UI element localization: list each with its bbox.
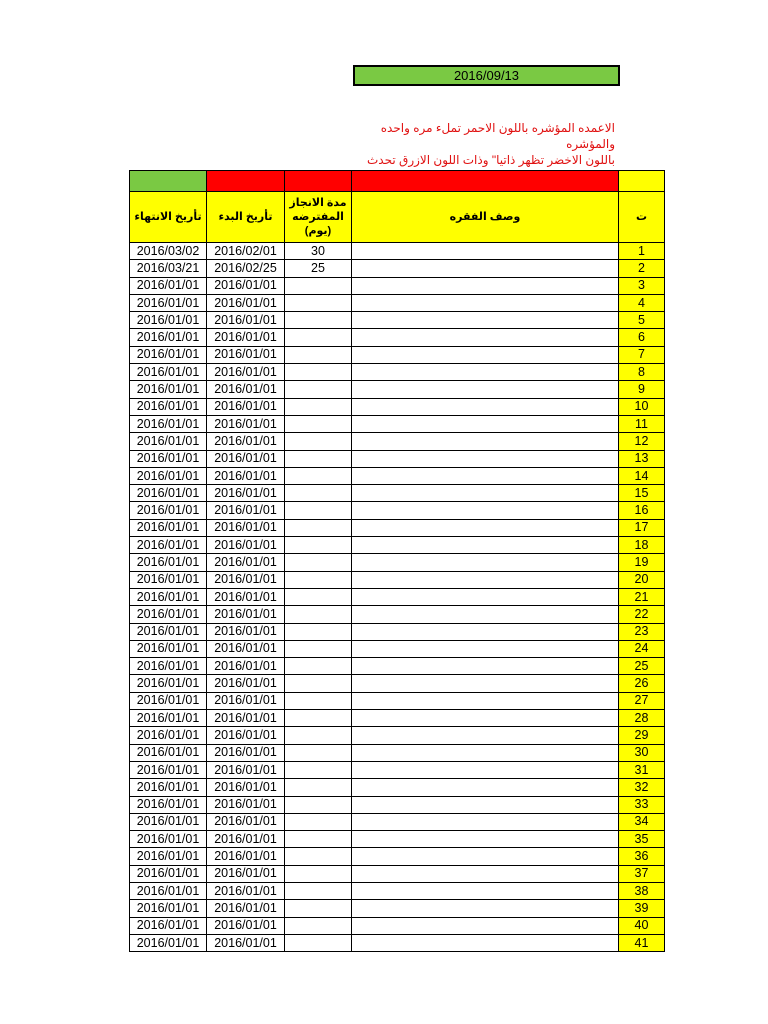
duration-cell[interactable] [285, 571, 352, 588]
row-number-cell[interactable]: 4 [619, 294, 665, 311]
table-row [130, 415, 665, 432]
description-cell[interactable] [352, 554, 619, 571]
start-date-cell[interactable]: 2016/01/01 [207, 398, 285, 415]
duration-cell[interactable] [285, 882, 352, 899]
row-number-cell[interactable]: 15 [619, 485, 665, 502]
row-number-cell[interactable]: 31 [619, 761, 665, 778]
end-date-cell[interactable]: 2016/01/01 [130, 485, 207, 502]
end-date-cell[interactable]: 2016/01/01 [130, 519, 207, 536]
row-number-cell[interactable]: 29 [619, 727, 665, 744]
row-number-cell[interactable]: 10 [619, 398, 665, 415]
duration-cell[interactable] [285, 588, 352, 605]
table-row [130, 571, 665, 588]
duration-cell[interactable] [285, 848, 352, 865]
row-number-cell[interactable]: 16 [619, 502, 665, 519]
end-date-cell[interactable]: 2016/01/01 [130, 779, 207, 796]
end-date-cell[interactable]: 2016/01/01 [130, 467, 207, 484]
color-key-red [285, 171, 352, 192]
end-date-cell[interactable]: 2016/01/01 [130, 934, 207, 951]
start-date-cell[interactable]: 2016/01/01 [207, 658, 285, 675]
start-date-cell[interactable]: 2016/01/01 [207, 554, 285, 571]
duration-cell[interactable] [285, 277, 352, 294]
start-date-cell[interactable]: 2016/01/01 [207, 450, 285, 467]
row-number-cell[interactable]: 32 [619, 779, 665, 796]
end-date-cell[interactable]: 2016/01/01 [130, 346, 207, 363]
duration-cell[interactable] [285, 554, 352, 571]
table-row [130, 640, 665, 657]
start-date-cell[interactable]: 2016/01/01 [207, 537, 285, 554]
color-key-row [130, 171, 665, 192]
start-date-cell[interactable]: 2016/01/01 [207, 813, 285, 830]
duration-cell[interactable] [285, 900, 352, 917]
start-date-cell[interactable]: 2016/01/01 [207, 312, 285, 329]
duration-cell[interactable] [285, 346, 352, 363]
start-date-cell[interactable]: 2016/01/01 [207, 467, 285, 484]
description-cell[interactable] [352, 831, 619, 848]
description-cell[interactable] [352, 761, 619, 778]
end-date-cell[interactable]: 2016/01/01 [130, 710, 207, 727]
duration-cell[interactable] [285, 415, 352, 432]
description-cell[interactable] [352, 346, 619, 363]
start-date-cell[interactable]: 2016/01/01 [207, 934, 285, 951]
start-date-cell[interactable]: 2016/01/01 [207, 588, 285, 605]
table-row [130, 364, 665, 381]
row-number-cell[interactable]: 14 [619, 467, 665, 484]
start-date-cell[interactable]: 2016/01/01 [207, 727, 285, 744]
table-row [130, 588, 665, 605]
end-date-cell[interactable]: 2016/01/01 [130, 900, 207, 917]
end-date-cell[interactable]: 2016/01/01 [130, 675, 207, 692]
description-cell[interactable] [352, 450, 619, 467]
table-row [130, 658, 665, 675]
table-row [130, 243, 665, 260]
description-cell[interactable] [352, 571, 619, 588]
duration-cell[interactable] [285, 364, 352, 381]
end-date-cell[interactable]: 2016/01/01 [130, 606, 207, 623]
row-number-cell[interactable]: 1 [619, 243, 665, 260]
duration-cell[interactable] [285, 779, 352, 796]
duration-cell[interactable] [285, 692, 352, 709]
start-date-cell[interactable]: 2016/01/01 [207, 761, 285, 778]
row-number-cell[interactable]: 7 [619, 346, 665, 363]
start-date-cell[interactable]: 2016/01/01 [207, 381, 285, 398]
table-row [130, 346, 665, 363]
row-number-cell[interactable]: 5 [619, 312, 665, 329]
description-cell[interactable] [352, 640, 619, 657]
row-number-cell[interactable]: 24 [619, 640, 665, 657]
row-number-cell[interactable]: 38 [619, 882, 665, 899]
duration-cell[interactable] [285, 658, 352, 675]
row-number-cell[interactable]: 17 [619, 519, 665, 536]
description-cell[interactable] [352, 433, 619, 450]
description-cell[interactable] [352, 710, 619, 727]
description-cell[interactable] [352, 623, 619, 640]
table-row [130, 727, 665, 744]
table-row [130, 692, 665, 709]
end-date-cell[interactable]: 2016/01/01 [130, 571, 207, 588]
header-start-date: تأريخ البدء [207, 192, 285, 243]
duration-cell[interactable] [285, 744, 352, 761]
start-date-cell[interactable]: 2016/01/01 [207, 831, 285, 848]
start-date-cell[interactable]: 2016/01/01 [207, 744, 285, 761]
row-number-cell[interactable]: 23 [619, 623, 665, 640]
row-number-cell[interactable]: 3 [619, 277, 665, 294]
description-cell[interactable] [352, 364, 619, 381]
duration-cell[interactable] [285, 865, 352, 882]
end-date-cell[interactable]: 2016/01/01 [130, 364, 207, 381]
start-date-cell[interactable]: 2016/01/01 [207, 502, 285, 519]
table-row [130, 519, 665, 536]
row-number-cell[interactable]: 18 [619, 537, 665, 554]
row-number-cell[interactable]: 12 [619, 433, 665, 450]
end-date-cell[interactable]: 2016/01/01 [130, 640, 207, 657]
table-row [130, 433, 665, 450]
end-date-cell[interactable]: 2016/01/01 [130, 588, 207, 605]
description-cell[interactable] [352, 398, 619, 415]
duration-cell[interactable] [285, 623, 352, 640]
row-number-cell[interactable]: 9 [619, 381, 665, 398]
table-row [130, 865, 665, 882]
color-key-red [207, 171, 285, 192]
start-date-cell[interactable]: 2016/01/01 [207, 329, 285, 346]
description-cell[interactable] [352, 243, 619, 260]
duration-cell[interactable] [285, 831, 352, 848]
duration-cell[interactable] [285, 761, 352, 778]
end-date-cell[interactable]: 2016/01/01 [130, 450, 207, 467]
table-row [130, 796, 665, 813]
description-cell[interactable] [352, 329, 619, 346]
duration-cell[interactable] [285, 519, 352, 536]
table-row [130, 900, 665, 917]
description-cell[interactable] [352, 381, 619, 398]
end-date-cell[interactable]: 2016/01/01 [130, 537, 207, 554]
end-date-cell[interactable]: 2016/01/01 [130, 813, 207, 830]
row-number-cell[interactable]: 40 [619, 917, 665, 934]
duration-cell[interactable] [285, 433, 352, 450]
end-date-cell[interactable]: 2016/01/01 [130, 882, 207, 899]
table-row [130, 710, 665, 727]
table-row [130, 502, 665, 519]
table-row [130, 312, 665, 329]
duration-cell[interactable] [285, 606, 352, 623]
row-number-cell[interactable]: 33 [619, 796, 665, 813]
start-date-cell[interactable]: 2016/01/01 [207, 882, 285, 899]
table-row [130, 485, 665, 502]
end-date-cell[interactable]: 2016/03/21 [130, 260, 207, 277]
description-cell[interactable] [352, 537, 619, 554]
table-row [130, 467, 665, 484]
table-row [130, 917, 665, 934]
color-key-yellow [619, 171, 665, 192]
description-cell[interactable] [352, 848, 619, 865]
start-date-cell[interactable]: 2016/01/01 [207, 675, 285, 692]
description-cell[interactable] [352, 519, 619, 536]
table-row [130, 277, 665, 294]
description-cell[interactable] [352, 796, 619, 813]
duration-cell[interactable]: 25 [285, 260, 352, 277]
row-number-cell[interactable]: 11 [619, 415, 665, 432]
row-number-cell[interactable]: 41 [619, 934, 665, 951]
duration-cell[interactable] [285, 675, 352, 692]
end-date-cell[interactable]: 2016/01/01 [130, 692, 207, 709]
start-date-cell[interactable]: 2016/01/01 [207, 623, 285, 640]
description-cell[interactable] [352, 260, 619, 277]
end-date-cell[interactable]: 2016/01/01 [130, 865, 207, 882]
description-cell[interactable] [352, 813, 619, 830]
row-number-cell[interactable]: 36 [619, 848, 665, 865]
table-row [130, 848, 665, 865]
start-date-cell[interactable]: 2016/01/01 [207, 571, 285, 588]
description-cell[interactable] [352, 294, 619, 311]
end-date-cell[interactable]: 2016/01/01 [130, 554, 207, 571]
start-date-cell[interactable]: 2016/02/25 [207, 260, 285, 277]
table-row [130, 537, 665, 554]
duration-cell[interactable] [285, 312, 352, 329]
duration-cell[interactable] [285, 796, 352, 813]
row-number-cell[interactable]: 2 [619, 260, 665, 277]
legend-note-line: الاعمده المؤشره باللون الاحمر تملء مره واحده والمؤشره [380, 121, 615, 151]
end-date-cell[interactable]: 2016/01/01 [130, 277, 207, 294]
table-row [130, 450, 665, 467]
end-date-cell[interactable]: 2016/01/01 [130, 294, 207, 311]
end-date-cell[interactable]: 2016/01/01 [130, 917, 207, 934]
header-description: وصف الفقره [352, 192, 619, 243]
duration-cell[interactable] [285, 294, 352, 311]
description-cell[interactable] [352, 727, 619, 744]
table-row [130, 381, 665, 398]
row-number-cell[interactable]: 28 [619, 710, 665, 727]
row-number-cell[interactable]: 39 [619, 900, 665, 917]
row-number-cell[interactable]: 22 [619, 606, 665, 623]
description-cell[interactable] [352, 675, 619, 692]
end-date-cell[interactable]: 2016/01/01 [130, 415, 207, 432]
end-date-cell[interactable]: 2016/01/01 [130, 381, 207, 398]
start-date-cell[interactable]: 2016/01/01 [207, 710, 285, 727]
end-date-cell[interactable]: 2016/01/01 [130, 623, 207, 640]
table-row [130, 761, 665, 778]
end-date-cell[interactable]: 2016/01/01 [130, 848, 207, 865]
description-cell[interactable] [352, 692, 619, 709]
description-cell[interactable] [352, 900, 619, 917]
color-key-green [130, 171, 207, 192]
row-number-cell[interactable]: 35 [619, 831, 665, 848]
duration-cell[interactable] [285, 381, 352, 398]
row-number-cell[interactable]: 21 [619, 588, 665, 605]
duration-cell[interactable] [285, 329, 352, 346]
row-number-cell[interactable]: 6 [619, 329, 665, 346]
description-cell[interactable] [352, 744, 619, 761]
end-date-cell[interactable]: 2016/01/01 [130, 502, 207, 519]
description-cell[interactable] [352, 917, 619, 934]
description-cell[interactable] [352, 934, 619, 951]
row-number-cell[interactable]: 19 [619, 554, 665, 571]
color-key-red [352, 171, 619, 192]
duration-cell[interactable] [285, 640, 352, 657]
row-number-cell[interactable]: 30 [619, 744, 665, 761]
table-row [130, 329, 665, 346]
table-row [130, 260, 665, 277]
description-cell[interactable] [352, 277, 619, 294]
end-date-cell[interactable]: 2016/01/01 [130, 329, 207, 346]
duration-cell[interactable]: 30 [285, 243, 352, 260]
start-date-cell[interactable]: 2016/01/01 [207, 796, 285, 813]
end-date-cell[interactable]: 2016/01/01 [130, 744, 207, 761]
schedule-table [129, 170, 665, 952]
header-row [130, 192, 665, 243]
description-cell[interactable] [352, 502, 619, 519]
start-date-cell[interactable]: 2016/01/01 [207, 519, 285, 536]
description-cell[interactable] [352, 588, 619, 605]
duration-cell[interactable] [285, 450, 352, 467]
table-row [130, 813, 665, 830]
end-date-cell[interactable]: 2016/01/01 [130, 831, 207, 848]
start-date-cell[interactable]: 2016/01/01 [207, 294, 285, 311]
header-duration: مدة الانجاز المفترضه (يوم) [285, 192, 352, 243]
start-date-cell[interactable]: 2016/02/01 [207, 243, 285, 260]
description-cell[interactable] [352, 312, 619, 329]
duration-cell[interactable] [285, 710, 352, 727]
description-cell[interactable] [352, 658, 619, 675]
legend-note-line: باللون الاخضر تظهر ذاتيا" وذات اللون الازرق تحدث [367, 153, 615, 167]
start-date-cell[interactable]: 2016/01/01 [207, 364, 285, 381]
duration-cell[interactable] [285, 917, 352, 934]
description-cell[interactable] [352, 865, 619, 882]
row-number-cell[interactable]: 8 [619, 364, 665, 381]
row-number-cell[interactable]: 26 [619, 675, 665, 692]
row-number-cell[interactable]: 20 [619, 571, 665, 588]
end-date-cell[interactable]: 2016/03/02 [130, 243, 207, 260]
end-date-cell[interactable]: 2016/01/01 [130, 658, 207, 675]
description-cell[interactable] [352, 606, 619, 623]
start-date-cell[interactable]: 2016/01/01 [207, 485, 285, 502]
end-date-cell[interactable]: 2016/01/01 [130, 312, 207, 329]
table-row [130, 779, 665, 796]
start-date-cell[interactable]: 2016/01/01 [207, 900, 285, 917]
duration-cell[interactable] [285, 467, 352, 484]
duration-cell[interactable] [285, 727, 352, 744]
duration-cell[interactable] [285, 485, 352, 502]
table-row [130, 675, 665, 692]
table-row [130, 606, 665, 623]
start-date-cell[interactable]: 2016/01/01 [207, 277, 285, 294]
row-number-cell[interactable]: 37 [619, 865, 665, 882]
table-row [130, 882, 665, 899]
start-date-cell[interactable]: 2016/01/01 [207, 692, 285, 709]
duration-cell[interactable] [285, 934, 352, 951]
header-end-date: تأريخ الانتهاء [130, 192, 207, 243]
start-date-cell[interactable]: 2016/01/01 [207, 865, 285, 882]
description-cell[interactable] [352, 779, 619, 796]
start-date-cell[interactable]: 2016/01/01 [207, 848, 285, 865]
start-date-cell[interactable]: 2016/01/01 [207, 415, 285, 432]
table-row [130, 398, 665, 415]
end-date-cell[interactable]: 2016/01/01 [130, 433, 207, 450]
duration-cell[interactable] [285, 537, 352, 554]
row-number-cell[interactable]: 27 [619, 692, 665, 709]
description-cell[interactable] [352, 415, 619, 432]
end-date-cell[interactable]: 2016/01/01 [130, 398, 207, 415]
start-date-cell[interactable]: 2016/01/01 [207, 433, 285, 450]
header-number: ت [619, 192, 665, 243]
start-date-cell[interactable]: 2016/01/01 [207, 346, 285, 363]
start-date-cell[interactable]: 2016/01/01 [207, 917, 285, 934]
duration-cell[interactable] [285, 813, 352, 830]
table-row [130, 934, 665, 951]
row-number-cell[interactable]: 34 [619, 813, 665, 830]
end-date-cell[interactable]: 2016/01/01 [130, 761, 207, 778]
report-date: 2016/09/13 [353, 65, 620, 86]
end-date-cell[interactable]: 2016/01/01 [130, 796, 207, 813]
table-row [130, 623, 665, 640]
description-cell[interactable] [352, 485, 619, 502]
description-cell[interactable] [352, 467, 619, 484]
end-date-cell[interactable]: 2016/01/01 [130, 727, 207, 744]
table-row [130, 554, 665, 571]
table-row [130, 744, 665, 761]
start-date-cell[interactable]: 2016/01/01 [207, 640, 285, 657]
duration-cell[interactable] [285, 502, 352, 519]
row-number-cell[interactable]: 13 [619, 450, 665, 467]
table-row [130, 294, 665, 311]
start-date-cell[interactable]: 2016/01/01 [207, 779, 285, 796]
table-row [130, 831, 665, 848]
row-number-cell[interactable]: 25 [619, 658, 665, 675]
start-date-cell[interactable]: 2016/01/01 [207, 606, 285, 623]
description-cell[interactable] [352, 882, 619, 899]
duration-cell[interactable] [285, 398, 352, 415]
